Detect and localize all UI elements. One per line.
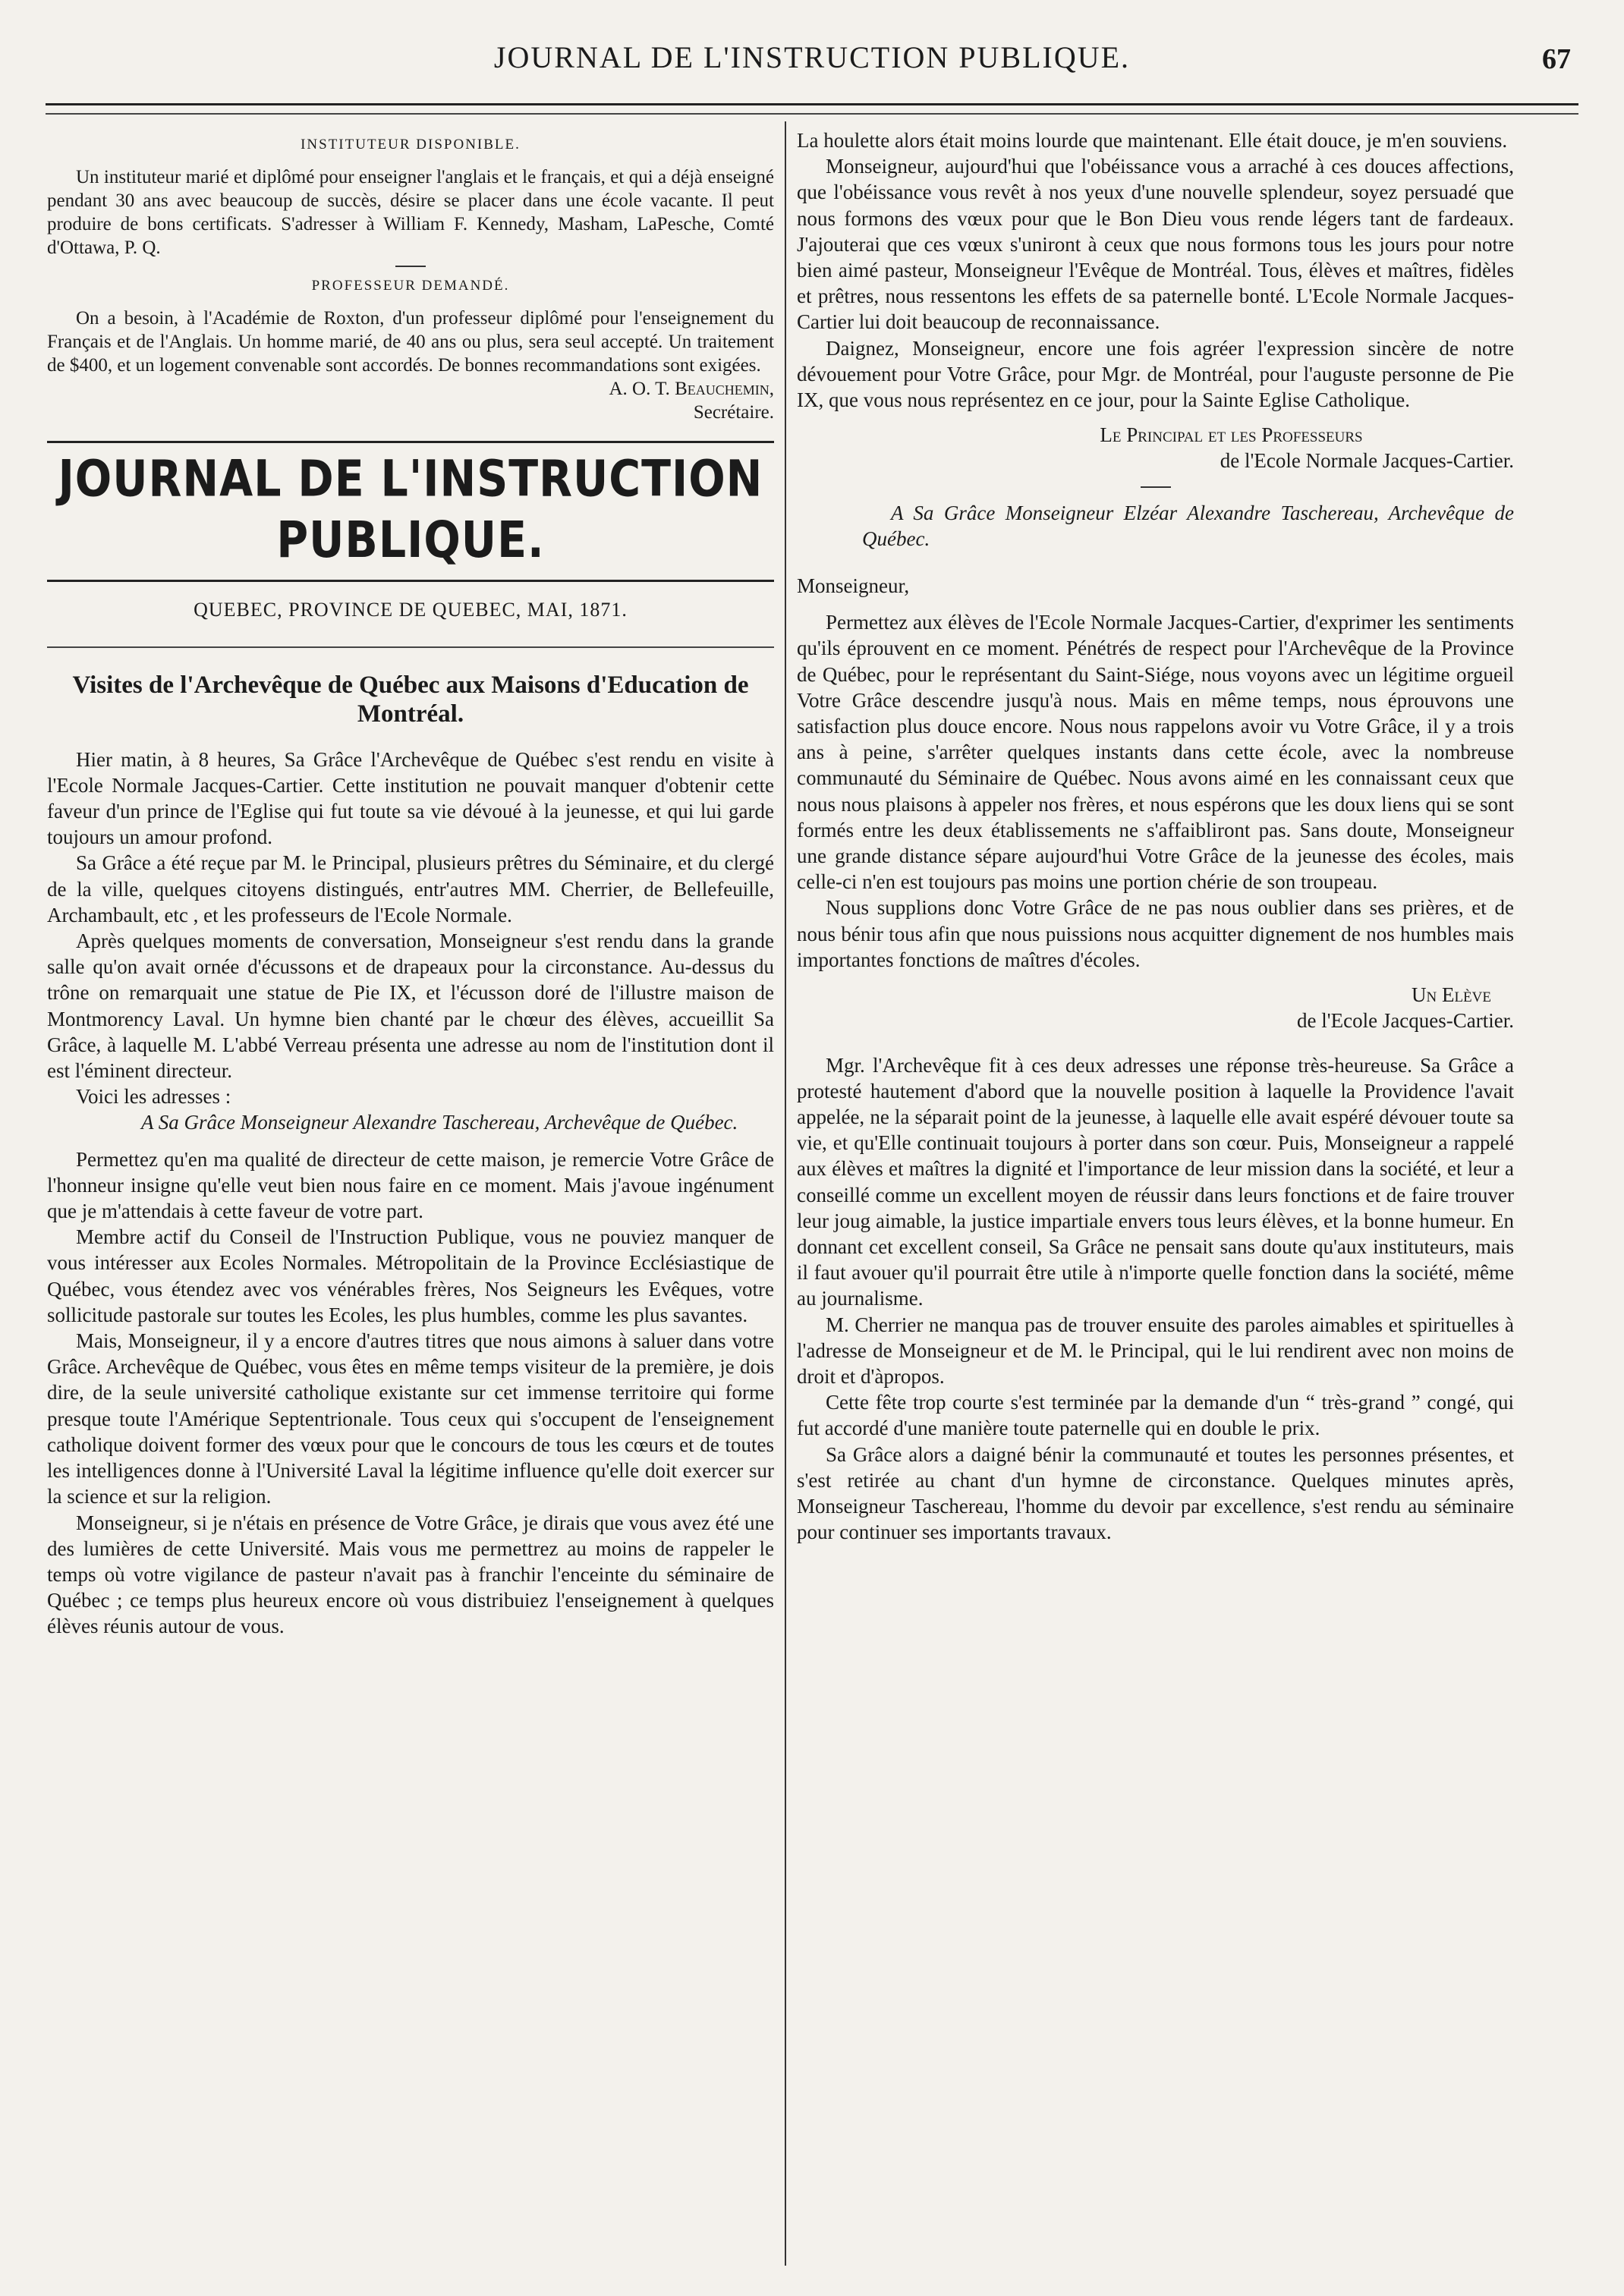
notice-signature-title: Secrétaire. xyxy=(693,402,774,423)
address-heading: A Sa Grâce Monseigneur Elzéar Alexandre Taschereau, Archevêque de Québec. xyxy=(862,501,1514,550)
spacer xyxy=(47,1136,774,1146)
spacer xyxy=(797,973,1514,982)
dateline-rule xyxy=(47,646,774,648)
spacer xyxy=(797,1034,1514,1052)
notice-body: On a besoin, à l'Académie de Roxton, d'un professeur diplômé pour l'enseignement du Français et de l'Anglais. Un homme marié, de 40 ans ou plus, sera seul accepté. Un traitement de $400, et un logement convenable sont accordés. De bonnes recommandations sont exigées. xyxy=(47,308,774,376)
article-paragraph: Cette fête trop courte s'est terminée par la demande d'un “ très-grand ” congé, qui fut accordé d'une manière toute paternelle qui en double le prix. xyxy=(797,1391,1514,1440)
address-paragraph: Mais, Monseigneur, il y a encore d'autres titres que nous aimons à saluer dans votre Grâce. Archevêque de Québec, vous êtes en même temps visiteur de la première, je dois dire, de la seule université catholique existante sur cet immense territoire qui forme presque toute l'Amérique Septentrionale. Tous ceux qui s'occupent de l'enseignement catholique doivent former des vœux pour que le concours de tous les cœurs et de toutes les intelligences donne à l'Université Laval la légitime influence qu'elle doit exercer sur la science et sur la religion. xyxy=(47,1329,774,1508)
running-title: JOURNAL DE L'INSTRUCTION PUBLIQUE. xyxy=(493,40,1131,74)
left-column xyxy=(47,127,774,2266)
running-head xyxy=(46,39,1578,93)
masthead-rule-bottom xyxy=(47,580,774,582)
address-paragraph: Permettez aux élèves de l'Ecole Normale Jacques-Cartier, d'exprimer les sentiments qu'ils éprouvent en ce moment. Pénétrés de respect pour l'Archevêque de la Province de Québec, pour le représentant du Saint-Siége, nous voyons avec un légitime orgueil Votre Grâce descendre jusqu'à nous. Mais en même temps, nous éprouvons une satisfaction plus douce encore. Nous nous rappelons avoir vu Votre Grâce, il y a trois ans à peine, s'arrêter quelques instants dans cette école, avec la nombreuse communauté du Séminaire de Québec. Nous avons aimé en les connaissant ceux que nous nous plaisons à appeler nos frères, et nous espérons que les doux liens qui se sont formés entre les deux établissements ne s'affaibliront pas. Sans doute, Monseigneur une grande distance sépare aujourd'hui Votre Grâce de la jeunesse des écoles, mais celle-ci n'en est toujours pas moins une portion chérie de son troupeau. xyxy=(797,611,1514,894)
header-rule xyxy=(46,103,1578,115)
article-paragraph: Monseigneur, aujourd'hui que l'obéissance vous a arraché à ces douces affections, que l'obéissance vous revêt à nos yeux d'une nouvelle splendeur, soyez persuadé que nous formons des vœux pour que le Bon Dieu vous rende légers tant de fardeaux. J'ajouterai que ces vœux s'uniront à ceux que nous formons tous les jours pour notre bien aimé pasteur, Monseigneur l'Evêque de Montréal. Tous, élèves et maîtres, fidèles et prêtres, nous ressentons les effets de sa paternelle bonté. L'Ecole Normale Jacques-Cartier lui doit beaucoup de reconnaissance. xyxy=(797,155,1514,334)
short-rule xyxy=(395,266,426,267)
masthead-rule-top xyxy=(47,441,774,443)
signature-line: Le Principal et les Professeurs xyxy=(1100,423,1363,447)
article-paragraph: Voici les adresses : xyxy=(76,1085,231,1109)
spacer xyxy=(797,552,1514,562)
article-paragraph: M. Cherrier ne manqua pas de trouver ensuite des paroles aimables et spirituelles à l'adresse de Monseigneur et de M. le Principal, qui le lui rendirent avec non moins de droit et d'àpropos. xyxy=(797,1313,1514,1388)
signature-line: Un Elève xyxy=(1411,983,1491,1007)
dateline: QUEBEC, PROVINCE DE QUEBEC, MAI, 1871. xyxy=(194,599,628,621)
article-paragraph: Après quelques moments de conversation, Monseigneur s'est rendu dans la grande salle qu'on avait ornée d'écussons et de drapeaux pour la circonstance. Au-dessus du trône on remarquait une statue de Pie IX, et l'écusson doré de l'illustre maison de Montmorency Laval. Un hymne bien chanté par le chœur des élèves, accueillit Sa Grâce, à laquelle M. L'abbé Verreau présenta une adresse au nom de l'institution dont il est l'éminent directeur. xyxy=(47,929,774,1083)
article-paragraph: Hier matin, à 8 heures, Sa Grâce l'Archevêque de Québec s'est rendu en visite à l'Ecole Normale Jacques-Cartier. Cette institution ne pouvait manquer d'obtenir cette faveur d'un prince de l'Eglise qui fut toute sa vie dévoué à la jeunesse, et qui lui garde toujours un amour profond. xyxy=(47,747,774,849)
article-title: Visites de l'Archevêque de Québec aux Maisons d'Education de Montréal. xyxy=(72,671,749,728)
article-paragraph: Daignez, Monseigneur, encore une fois agréer l'expression sincère de notre dévouement pour Votre Grâce, pour Mgr. de Montréal, pour l'auguste personne de Pie IX, que vous nous représentez en ce jour, pour la Sainte Eglise Catholique. xyxy=(797,336,1514,412)
article-paragraph: Sa Grâce a été reçue par M. le Principal, plusieurs prêtres du Séminaire, et du clergé de la ville, quelques citoyens distingués, entr'autres MM. Cherrier, de Bellefeuille, Archambault, etc , et les professeurs de l'Ecole Normale. xyxy=(47,851,774,926)
address-paragraph: Permettez qu'en ma qualité de directeur de cette maison, je remercie Votre Grâce de l'honneur insigne qu'elle veut bien nous faire en ce moment. Mais j'avoue ingénument que je m'attendais à cette faveur de votre part. xyxy=(47,1147,774,1223)
notice-heading: PROFESSEUR DEMANDÉ. xyxy=(311,278,510,294)
address-heading: A Sa Grâce Monseigneur Alexandre Taschereau, Archevêque de Québec. xyxy=(141,1111,738,1134)
column-divider xyxy=(785,121,786,2266)
article-paragraph: Sa Grâce alors a daigné bénir la communauté et toutes les personnes présentes, et s'est retirée au chant d'un hymne de circonstance. Quelques minutes après, Monseigneur Taschereau, l'homme du devoir par excellence, s'est rendu au séminaire pour continuer ses importants travaux. xyxy=(797,1442,1514,1544)
spacer xyxy=(797,413,1514,422)
notice-signature: A. O. T. Beauchemin, xyxy=(609,379,774,400)
signature-line: de l'Ecole Jacques-Cartier. xyxy=(1297,1009,1514,1033)
right-column xyxy=(797,127,1514,2266)
article-paragraph: La houlette alors était moins lourde que maintenant. Elle était douce, je m'en souviens. xyxy=(797,129,1508,152)
salutation: Monseigneur, xyxy=(797,574,910,598)
page-number: 67 xyxy=(1542,43,1571,75)
signature-line: de l'Ecole Normale Jacques-Cartier. xyxy=(1220,449,1514,473)
short-rule xyxy=(1141,486,1171,488)
address-paragraph: Nous supplions donc Votre Grâce de ne pas nous oublier dans ses prières, et de nous bénir tous afin que nous puissions nous acquitter dignement de nos humbles mais importantes fonctions de maîtres d'écoles. xyxy=(797,896,1514,971)
address-paragraph: Membre actif du Conseil de l'Instruction Publique, vous ne pouviez manquer de vous intéresser aux Ecoles Normales. Métropolitain de la Province Ecclésiastique de Québec, vous étendez avec vos vénérables frères, Nos Seigneurs les Evêques, votre sollicitude pastorale sur toutes les Ecoles, les plus humbles, comme les plus savantes. xyxy=(47,1225,774,1326)
notice-heading: INSTITUTEUR DISPONIBLE. xyxy=(301,137,521,153)
address-paragraph: Monseigneur, si je n'étais en présence de Votre Grâce, je dirais que vous avez été une des lumières de cette Université. Mais vous me permettrez au moins de rappeler le temps où votre vigilance de pasteur n'avait pas à franchir l'enceinte du séminaire de Québec ; ce temps plus heureux encore où vous distribuiez l'enseignement à quelques élèves réunis autour de vous. xyxy=(47,1511,774,1638)
article-paragraph: Mgr. l'Archevêque fit à ces deux adresses une réponse très-heureuse. Sa Grâce a protesté hautement d'abord que la nouvelle position à laquelle la Providence l'avait appelée, ne la séparait point de la jeunesse, à laquelle elle avait espéré dévouer toute sa vie, et qu'Elle continuait toujours à porter dans son cœur. Puis, Monseigneur a rappelé aux élèves et maîtres la dignité et l'importance de leur mission dans la société, et leur a conseillé comme un excellent moyen de réussir dans leurs fonctions et de faire trouver leur joug aimable, la justice impartiale envers tous leurs élèves, et la bonne humeur. En donnant cet excellent conseil, Sa Grâce ne pensait sans doute qu'aux instituteurs, mais il faut avouer qu'il pourrait être utile à n'importe quelle fonction dans la société, même au journalisme. xyxy=(797,1053,1514,1310)
notice-body: Un instituteur marié et diplômé pour enseigner l'anglais et le français, et qui a déjà enseigné pendant 30 ans avec beaucoup de succès, désire se placer dans une école vacante. Il peut produire de bons certificats. S'adresser à William F. Kennedy, Masham, LaPesche, Comté d'Ottawa, P. Q. xyxy=(47,167,774,259)
masthead: JOURNAL DE L'INSTRUCTION PUBLIQUE. xyxy=(58,451,763,570)
